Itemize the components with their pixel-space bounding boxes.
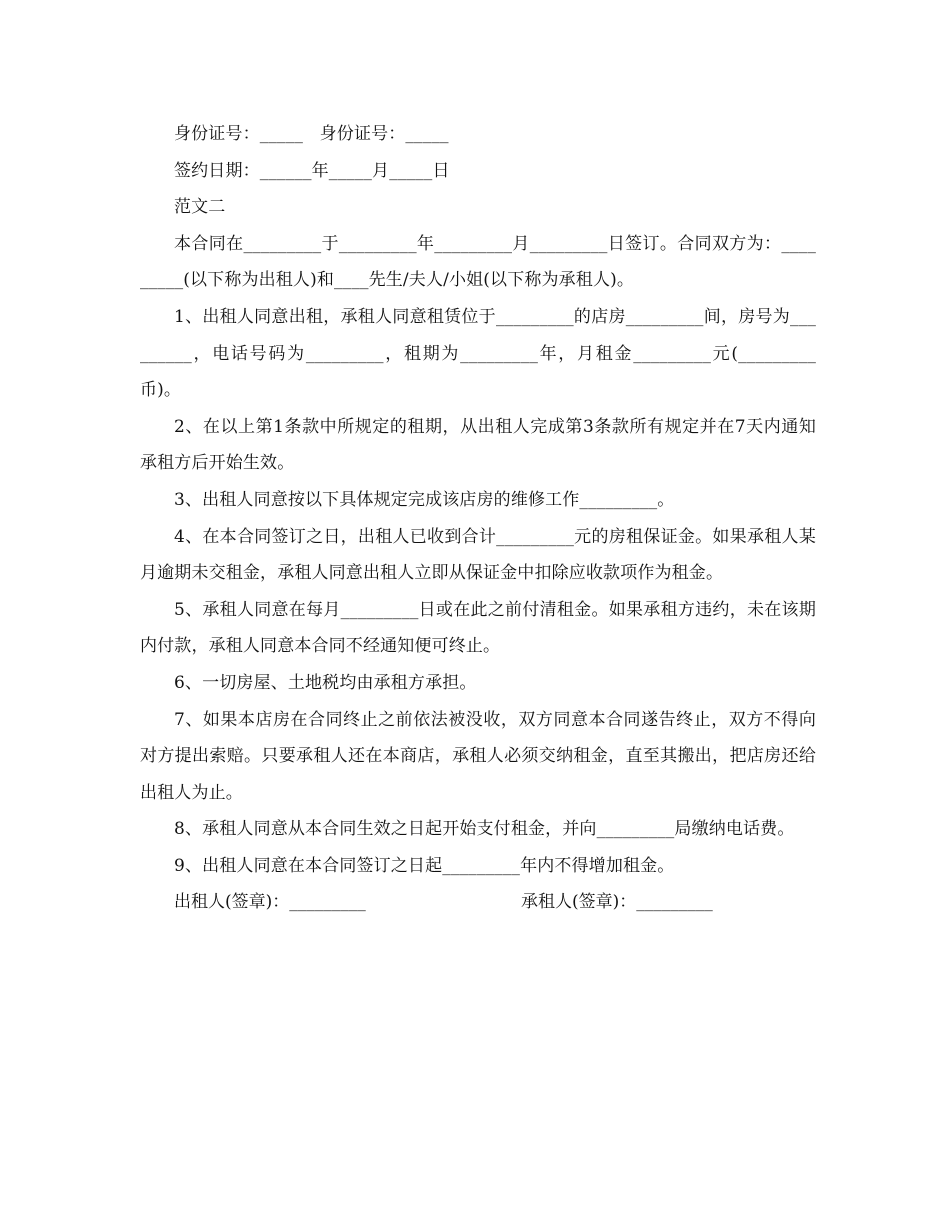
clause-5: 5、承租人同意在每月_________日或在此之前付清租金。如果承租方违约，未在该期内付款，承租人同意本合同不经通知便可终止。 <box>140 599 816 657</box>
document-body <box>140 116 816 921</box>
clause-8: 8、承租人同意从本合同生效之日起开始支付租金，并向_________局缴纳电话费。 <box>174 819 795 840</box>
clause-2: 2、在以上第1条款中所规定的租期，从出租人完成第3条款所有规定并在7天内通知承租方后开始生效。 <box>140 416 816 474</box>
contract-intro: 本合同在_________于_________年_________月_________日签订。合同双方为：_________(以下称为出租人)和____先生/夫人/小姐(以下称为承租人)。 <box>140 233 816 291</box>
lessee-signature: 承租人(签章)：_________ <box>521 892 713 913</box>
clause-7: 7、如果本店房在合同终止之前依法被没收，双方同意本合同遂告终止，双方不得向对方提出索赔。只要承租人还在本商店，承租人必须交纳租金，直至其搬出，把店房还给出租人为止。 <box>140 709 816 803</box>
clause-6: 6、一切房屋、土地税均由承租方承担。 <box>174 672 477 693</box>
signature-row <box>140 884 816 921</box>
id-number-line: 身份证号：_____ 身份证号：_____ <box>174 124 449 144</box>
clause-4: 4、在本合同签订之日，出租人已收到合计_________元的房租保证金。如果承租人某月逾期未交租金，承租人同意出租人立即从保证金中扣除应收款项作为租金。 <box>140 526 816 584</box>
section-title: 范文二 <box>174 197 226 218</box>
sign-date-line: 签约日期：______年_____月_____日 <box>174 160 450 181</box>
clause-9: 9、出租人同意在本合同签订之日起_________年内不得增加租金。 <box>174 855 675 876</box>
clause-3: 3、出租人同意按以下具体规定完成该店房的维修工作_________。 <box>174 489 675 510</box>
lessor-signature: 出租人(签章)：_________ <box>174 892 366 913</box>
clause-1: 1、出租人同意出租，承租人同意租赁位于_________的店房_________间，房号为_________，电话号码为_________，租期为_________年，月租金_________元(_________币)。 <box>140 306 816 401</box>
